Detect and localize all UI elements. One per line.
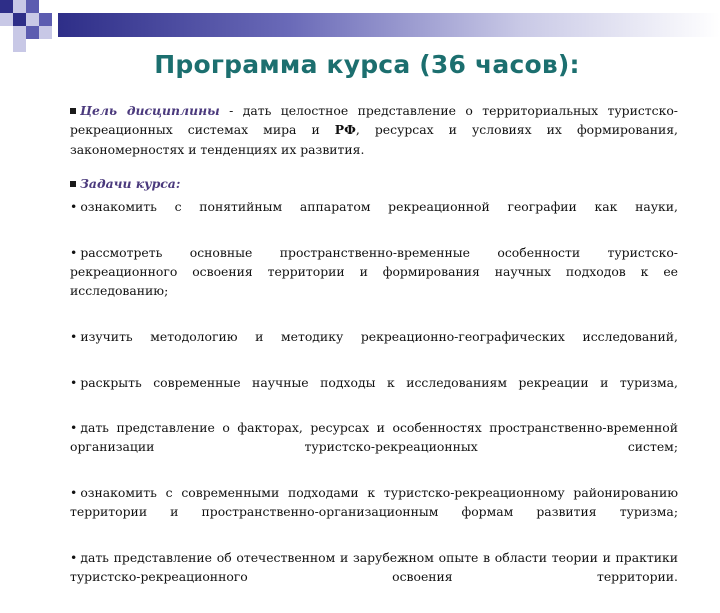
goal-paragraph xyxy=(70,101,678,159)
goal-label: Цель дисциплины xyxy=(80,103,220,118)
tasks-label: Задачи курса: xyxy=(80,175,181,191)
task-item: • раскрыть современные научные подходы к исследованиям рекреации и туризма, xyxy=(70,374,678,390)
task-item: • ознакомить с понятийным аппаратом рекреационной географии как науки, xyxy=(70,199,678,215)
task-item: • дать представление о факторах, ресурсах и особенностях пространственно-временной организации туристско-рекреационных систем; xyxy=(70,420,678,455)
square-bullet-icon xyxy=(70,181,76,187)
dot-bullet-icon: • xyxy=(70,420,78,436)
dot-bullet-icon: • xyxy=(70,549,78,565)
dot-bullet-icon: • xyxy=(70,328,78,344)
goal-text-bold: РФ xyxy=(334,122,356,138)
task-item: • ознакомить с современными подходами к туристско-рекреационному районированию территории и пространственно-организационным формам развития туризма; xyxy=(70,485,678,520)
goal-text-after: , ресурсах и условиях их формирования, закономерностях и тенденциях их развития. xyxy=(70,122,678,157)
task-item: • изучить методологию и методику рекреационно-географических исследований, xyxy=(70,328,678,344)
slide-body xyxy=(70,101,678,613)
dot-bullet-icon: • xyxy=(70,485,78,501)
dot-bullet-icon: • xyxy=(70,244,78,260)
header-gradient-band xyxy=(58,13,720,37)
goal-text-before: - дать целостное представление о территориальных туристско-рекреационных системах мира и xyxy=(70,103,678,138)
dot-bullet-icon: • xyxy=(70,199,78,215)
task-item: • дать представление об отечественном и зарубежном опыте в области теории и практики туристско-рекреационного освоения территории. xyxy=(70,549,678,585)
task-item: • рассмотреть основные пространственно-временные особенности туристско-рекреационного освоения территории и формирования научных подходов к ее исследованию; xyxy=(70,244,678,299)
slide-title: Программа курса (36 часов): xyxy=(154,50,580,79)
dot-bullet-icon: • xyxy=(70,374,78,390)
square-bullet-icon xyxy=(70,108,76,114)
tasks-heading xyxy=(70,174,678,193)
